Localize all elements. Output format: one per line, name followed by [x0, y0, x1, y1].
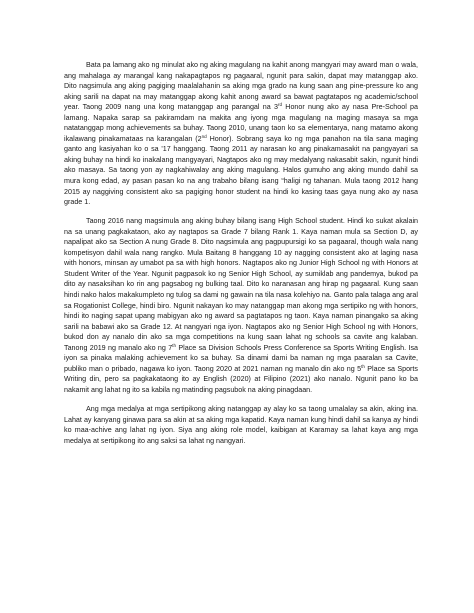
document-page [64, 60, 418, 455]
superscript-th-2: th [361, 363, 365, 369]
paragraph-2-text-c: Place sa Sports Writing din, pero sa pagkakataong ito ay English (2020) at Filipino (2021) ako nanalo. Ngunit pano ko ba nakamit ang lahat ng ito sa kabila ng matinding pagsubok na aking pinagdaan. [64, 364, 418, 394]
paragraph-1-text-b: Honor nung ako ay nasa Pre-School pa lamang. Napaka sarap sa pakiramdam na makita ang iyong mga magulang na maging masaya sa mga natatanggap mong achievements sa buhay. Taong 2010, unang taon ko sa elementarya, nang matamo akong ikalawang pinakamataas na karangalan (2 [64, 103, 418, 143]
superscript-th-1: th [172, 342, 177, 348]
superscript-rd: rd [277, 102, 283, 108]
paragraph-3 [64, 404, 418, 446]
paragraph-2-text-b: Place sa Division Schools Press Conference sa Sports Writing English. Isa iyon sa pinaka malaking achievement ko sa buhay. Sa dinami dami ba naman ng mga paaralan sa Cavite, publiko man o pribado, nagawa ko iyon. Taong 2020 at 2021 naman ng manalo din ako ng 5 [64, 343, 418, 373]
paragraph-1 [64, 60, 418, 208]
paragraph-1-text-c: Honor). Sobrang saya ko ng mga panahon na tila sana maging ganto ang kasiyahan ko o sa '17 hanggang. Taong 2011 ay narasan ko ang pinakamasakit na pangyayari sa aking buhay na hindi ko inakalang mangyayari, Nagtapos ako ng may medalyang nakasabit sakin, ngunit hindi ako masaya. Sa taong yon ay nagkahiwalay ang aking magulang. Halos gumuho ang aking mundo dahil sa mura kong edad, ay pasan pasan ko na ang trabaho bilang isang “haligi ng tahanan. Mula taong 2012 hang 2015 ay naggiving consistent ako sa pagiging honor student na hindi ko kasing taas gaya nung ako ay nasa grade 1. [64, 134, 418, 207]
paragraph-2 [64, 216, 418, 395]
paragraph-2-text-a: Taong 2016 nang magsimula ang aking buhay bilang isang High School student. Hindi ko sukat akalain na sa unang pagkakataon, ako ay nagtapos sa Grade 7 bilang Rank 1. Kaya naman mula sa Section D, ay napalipat ako sa Section A nung Grade 8. Dito nagsimula ang pagpupursigi ko sa pagaaral, though wala nang kompetisyon dahil wala nang rangko. Mula Baitang 8 hanggang 10 ay nagging consistent ako at laging nasa with honors, minsan ay umabot pa sa with high honors. Nagtapos ako ng Junior High School ng with Honors at Student Writer of the Year. Ngunit pagpasok ko ng Senior High School, ay sumiklab ang pandemya, bukod pa dito ay nasaksihan ko rin ang pagsabog ng bulking taal. Dito ko naranasan ang hirap ng pagaaral. Kung saan hindi nako halos makakumpleto ng tulog sa dami ng gawain na tila nasa kolehiyo na. Ganto pala talaga ang aral sa Rogationist College, hindi biro. Ngunit nakayan ko may natanggap man akong mga sertipiko ng with honors, hindi ito naging sapat upang mabigyan ako ng award sa pagtatapos ng taon. Kaya naman pinangako sa aking sarili na babawi ako sa Grade 12. At nangyari nga iyon. Nagtapos ako ng Senior High School ng with Honors, bukod don ay nanalo din ako sa mga competitions na kung saan lahat ng schools sa cavite ang kalaban. Tanong 2019 ng manalo ako ng 7 [64, 217, 418, 352]
paragraph-1-text-a: Bata pa lamang ako ng minulat ako ng aking magulang na kahit anong mangyari may award man o wala, ang mahalaga ay marangal kang nakapagtapos ng pagaaral, ngunit para sakin, dapat may matanggap ako. Dito nagsimula ang aking pagiging maalalahanin sa aking mga grado na kung saan ang pine-pressure ko ang aking sarili na dapat na may matanggap akong kahit anong award sa bawat pagtatapos ng academic/school year. Taong 2009 nang una kong matanggap ang parangal na 3 [64, 61, 418, 112]
superscript-nd: nd [201, 133, 207, 139]
paragraph-3-text-a: Ang mga medalya at mga sertipikong aking natanggap ay alay ko sa taong umalalay sa akin, aking ina. Lahat ay kanyang ginawa para sa akin at sa aking mga kapatid. Kaya naman kung hindi dahil sa kanya ay hindi ko maa-achive ang lahat ng iyon. Siya ang aking role model, kaibigan at Karamay sa lahat kaya ang mga medalya at sertipikong ito ang saksi sa lahat ng nangyari. [64, 404, 418, 445]
